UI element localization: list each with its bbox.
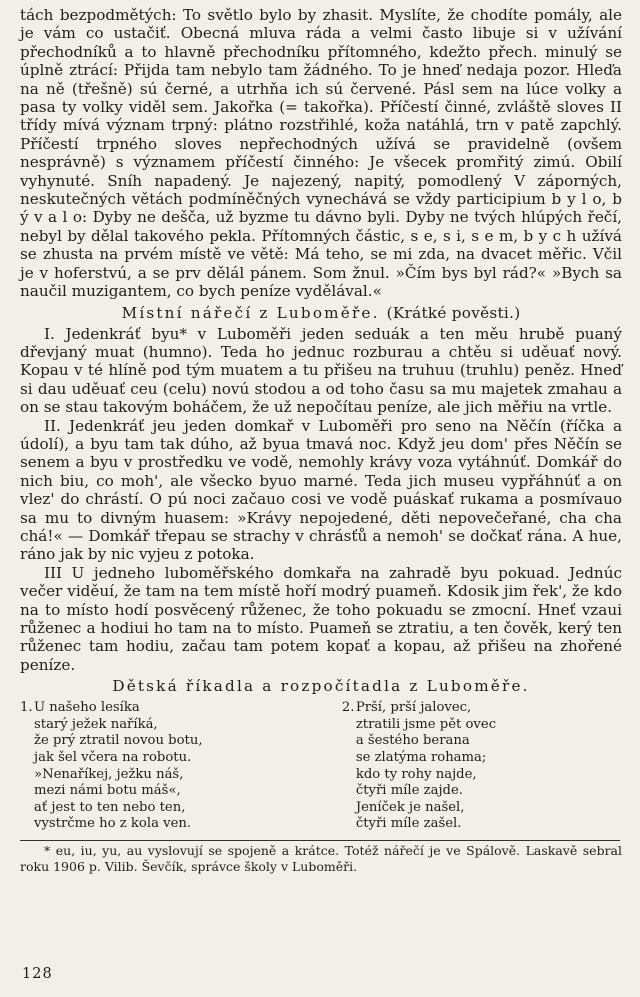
rhyme-line: ztratili jsme pět ovec xyxy=(355,716,497,732)
rhyme-line: se zlatýma rohama; xyxy=(355,750,487,765)
intro-paragraph: tách bezpodmětých: To světlo bylo by zhasit. Myslíte, že chodíte pomály, ale je vám co ustačiť. Obecná mluva ráda a velmi často libuje si v užívání přechodníků a to hlavně přechodníku přítomného, kdežto přech. minulý se úplně ztrácí: Přijda tam nebylo tam žádného. To je hneď nedaja pozor. Hleďa na ně (třešně) sú černé, a utrhňa ich sú červené. Pásl sem na lúce volky a pasa ty volky viděl sem. Jakořka (= takořka). Příčestí činné, zvláště sloves II třídy mívá význam trpný: plátno rozstřihlé, koža natáhlá, trn v patě zapchlý. Příčestí trpného sloves nepřechodných užívá se pravidelně (ovšem nesprávně) s významem příčestí činného: Je všecek promřitý zimú. Obilí vyhynuté. Sníh napadený. Je najezený, napitý, pomodlený V záporných, neskutečných větách podmíněčných vynechává se vždy participium b y l o, b ý v a l o: Dyby ne dešča, už byzme tu dávno byli. Dyby ne tvých hlúpých řečí, nebyl by dělal takového pekla. Přítomných částic, s e, s i, s e m, b y c h užívá se zhusta na prvém místě ve větě: Má teho, se mi zda, na dvacet měřic. Včil je v hoferstvú, a se prv dělál pánem. Som žnul. »Čím bys byl rád?« »Bych sa naučil muzigantem, co bych peníze vydělával.« xyxy=(20,6,622,301)
page-number: 128 xyxy=(22,966,53,982)
rhyme-line: jak šel včera na robotu. xyxy=(34,750,192,765)
story-paragraph-2: II. Jedenkráť jeu jeden domkař v Luboměři pro seno na Něčín (říčka a údolí), a byu tam tak dúho, až byua tmavá noc. Když jeu dom' přes Něčín se senem a byu v prostředku ve vodě, nemohly krávy voza vytáhnúť. Domkář do nich biu, co moh', ale všecko byuo marné. Teda jich museu vypřáhnúť a on vlez' do chrástí. O pú noci začauo cosi ve vodě puáskať rukama a posmívauo sa mu to divným huasem: »Krávy nepojedené, děti nepovečeřané, cha cha chá!« — Domkář třepau se strachy v chrásťů a nemoh' se dočkať rána. A hue, ráno jak by nic vyjeu z potoka. xyxy=(20,416,622,564)
rhyme-line: 2.Prší, prší jalovec, xyxy=(341,700,472,716)
section-heading-rhymes: Dětská říkadla a rozpočítadla z Luboměře. xyxy=(112,677,530,696)
rhyme-2 xyxy=(342,700,616,833)
rhyme-number: 1. xyxy=(20,700,33,716)
rhymes-columns xyxy=(20,700,622,833)
rhyme-line: Jeníček je našel, xyxy=(355,799,465,815)
rhyme-line: ať jest to ten nebo ten, xyxy=(34,799,186,815)
footnote-divider xyxy=(20,840,620,841)
story-paragraph-1: I. Jedenkráť byu* v Luboměři jeden seduák a ten měu hrubě puaný dřevjaný muat (humno). Teda ho jednuc rozburau a chtěu si uděuať nový. Kopau v té hlíně pod tým muatem a tu přišeu na truhuu (truhlu) peněz. Hneď si dau uděuať ceu (celu) novú stodou a od toho času sa mu majetek zmahau a on se stau takovým boháčem, že už nepočítau peníze, ale jich měřiu na vrtle. xyxy=(20,324,622,417)
rhyme-line: vystrčme ho z kola ven. xyxy=(34,816,192,832)
footnote: * eu, iu, yu, au vyslovují se spojeně a krátce. Totéž nářečí je ve Spálově. Laskavě sebral roku 1906 p. Vilib. Ševčík, správce školy v Luboměři. xyxy=(20,842,622,874)
rhyme-line: starý ježek naříká, xyxy=(34,716,158,732)
story-paragraph-3: III U jedneho luboměřského domkařa na zahradě byu pokuad. Jednúc večer viděuí, že tam na tem místě hoří modrý puameň. Kdosik jim řek', že kdo na to místo hodí posvěcený růženec, že toho pokuadu se zmocní. Hneť vzaui růženec a hodiui ho tam na to místo. Puameň se ztratiu, a ten čověk, kerý ten růženec tam hodiu, začau tam potem kopať a kopau, až přišeu na zhořené peníze. xyxy=(20,563,622,674)
rhyme-1 xyxy=(20,700,294,833)
section-heading-subtitle: (Krátké pověsti.) xyxy=(386,303,521,322)
section-heading-title: Místní nářečí z Luboměře. xyxy=(121,303,380,322)
rhyme-line: »Nenaříkej, ježku náš, xyxy=(34,766,184,782)
rhyme-line: kdo ty rohy najde, xyxy=(355,766,477,782)
rhyme-line: a šestého berana xyxy=(355,733,470,749)
section-heading-local-dialect xyxy=(20,304,622,323)
rhyme-line: že prý ztratil novou botu, xyxy=(34,733,203,749)
rhyme-line: mezi námi botu máš«, xyxy=(34,783,181,799)
rhyme-line: 1.U našeho lesíka xyxy=(20,700,140,716)
rhyme-line: čtyři míle zašel. xyxy=(355,816,462,832)
rhyme-line: čtyři míle zajde. xyxy=(355,783,463,799)
rhyme-number: 2. xyxy=(341,700,355,716)
